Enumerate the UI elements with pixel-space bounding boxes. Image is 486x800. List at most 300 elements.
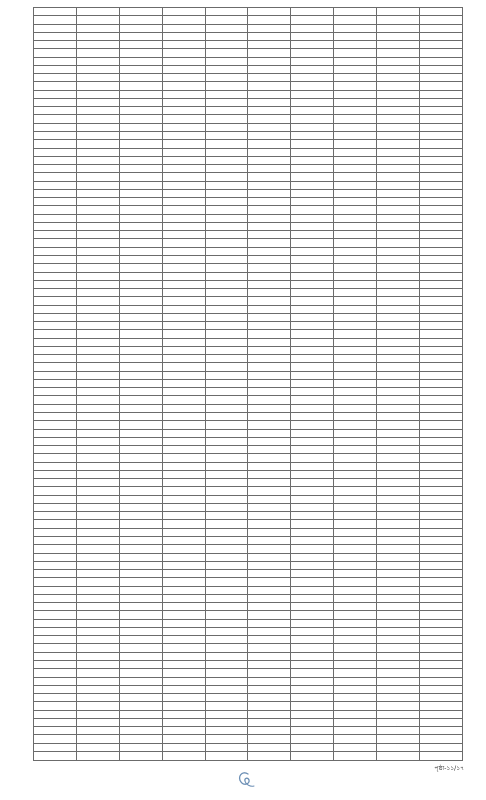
table-cell bbox=[420, 462, 463, 470]
table-cell bbox=[34, 495, 77, 503]
table-cell bbox=[248, 16, 291, 24]
table-cell bbox=[420, 222, 463, 230]
table-cell bbox=[205, 710, 248, 718]
table-cell bbox=[205, 239, 248, 247]
table-cell bbox=[334, 247, 377, 255]
table-cell bbox=[205, 694, 248, 702]
table-cell bbox=[420, 421, 463, 429]
table-row bbox=[34, 280, 463, 288]
table-cell bbox=[334, 16, 377, 24]
table-cell bbox=[76, 694, 119, 702]
table-cell bbox=[248, 189, 291, 197]
table-cell bbox=[334, 181, 377, 189]
table-cell bbox=[291, 669, 334, 677]
table-cell bbox=[248, 115, 291, 123]
table-cell bbox=[291, 644, 334, 652]
table-cell bbox=[377, 239, 420, 247]
table-cell bbox=[291, 346, 334, 354]
table-cell bbox=[34, 313, 77, 321]
table-cell bbox=[162, 537, 205, 545]
table-cell bbox=[420, 181, 463, 189]
table-cell bbox=[76, 272, 119, 280]
table-cell bbox=[248, 90, 291, 98]
table-cell bbox=[291, 446, 334, 454]
table-cell bbox=[377, 280, 420, 288]
table-cell bbox=[248, 470, 291, 478]
table-cell bbox=[76, 437, 119, 445]
table-cell bbox=[291, 586, 334, 594]
table-cell bbox=[34, 363, 77, 371]
table-cell bbox=[377, 413, 420, 421]
table-cell bbox=[34, 189, 77, 197]
table-cell bbox=[334, 313, 377, 321]
table-cell bbox=[205, 313, 248, 321]
table-cell bbox=[205, 660, 248, 668]
table-cell bbox=[205, 545, 248, 553]
table-cell bbox=[291, 305, 334, 313]
table-cell bbox=[205, 528, 248, 536]
table-cell bbox=[377, 644, 420, 652]
table-cell bbox=[162, 280, 205, 288]
table-cell bbox=[162, 272, 205, 280]
table-cell bbox=[420, 669, 463, 677]
table-cell bbox=[420, 57, 463, 65]
table-cell bbox=[162, 8, 205, 16]
table-cell bbox=[205, 338, 248, 346]
table-cell bbox=[76, 594, 119, 602]
table-cell bbox=[162, 156, 205, 164]
table-cell bbox=[334, 694, 377, 702]
table-cell bbox=[248, 206, 291, 214]
table-cell bbox=[34, 528, 77, 536]
table-row bbox=[34, 255, 463, 263]
table-cell bbox=[162, 165, 205, 173]
table-row bbox=[34, 305, 463, 313]
table-row bbox=[34, 487, 463, 495]
table-cell bbox=[76, 495, 119, 503]
table-cell bbox=[205, 520, 248, 528]
table-cell bbox=[420, 553, 463, 561]
table-cell bbox=[334, 355, 377, 363]
table-cell bbox=[162, 446, 205, 454]
table-cell bbox=[334, 685, 377, 693]
table-cell bbox=[248, 413, 291, 421]
table-cell bbox=[34, 49, 77, 57]
table-cell bbox=[377, 222, 420, 230]
table-cell bbox=[420, 156, 463, 164]
table-cell bbox=[291, 173, 334, 181]
table-cell bbox=[420, 189, 463, 197]
table-cell bbox=[377, 156, 420, 164]
table-cell bbox=[377, 355, 420, 363]
table-cell bbox=[162, 487, 205, 495]
table-cell bbox=[420, 487, 463, 495]
table-cell bbox=[34, 603, 77, 611]
table-row bbox=[34, 156, 463, 164]
table-cell bbox=[162, 98, 205, 106]
table-cell bbox=[420, 131, 463, 139]
table-cell bbox=[119, 82, 162, 90]
table-cell bbox=[248, 495, 291, 503]
table-cell bbox=[205, 115, 248, 123]
table-cell bbox=[248, 98, 291, 106]
table-cell bbox=[205, 586, 248, 594]
table-cell bbox=[377, 371, 420, 379]
table-cell bbox=[420, 743, 463, 751]
table-cell bbox=[334, 396, 377, 404]
table-cell bbox=[205, 107, 248, 115]
table-cell bbox=[334, 743, 377, 751]
table-cell bbox=[162, 379, 205, 387]
table-row bbox=[34, 222, 463, 230]
table-cell bbox=[334, 627, 377, 635]
table-cell bbox=[162, 454, 205, 462]
table-row bbox=[34, 371, 463, 379]
roll-number-sheet bbox=[33, 7, 463, 761]
table-cell bbox=[248, 388, 291, 396]
table-cell bbox=[76, 710, 119, 718]
table-cell bbox=[334, 231, 377, 239]
table-cell bbox=[291, 520, 334, 528]
table-cell bbox=[334, 470, 377, 478]
table-cell bbox=[420, 404, 463, 412]
table-cell bbox=[162, 396, 205, 404]
table-cell bbox=[420, 322, 463, 330]
table-cell bbox=[119, 702, 162, 710]
table-cell bbox=[377, 65, 420, 73]
table-cell bbox=[334, 553, 377, 561]
table-cell bbox=[291, 131, 334, 139]
table-cell bbox=[205, 404, 248, 412]
table-cell bbox=[34, 644, 77, 652]
table-cell bbox=[377, 429, 420, 437]
table-cell bbox=[162, 107, 205, 115]
table-cell bbox=[119, 495, 162, 503]
table-cell bbox=[420, 751, 463, 760]
table-cell bbox=[119, 396, 162, 404]
table-cell bbox=[76, 131, 119, 139]
table-cell bbox=[291, 322, 334, 330]
table-cell bbox=[76, 636, 119, 644]
table-cell bbox=[334, 652, 377, 660]
table-cell bbox=[420, 479, 463, 487]
table-cell bbox=[420, 289, 463, 297]
table-cell bbox=[248, 735, 291, 743]
table-cell bbox=[248, 545, 291, 553]
table-cell bbox=[291, 247, 334, 255]
table-cell bbox=[248, 65, 291, 73]
table-cell bbox=[119, 371, 162, 379]
table-cell bbox=[420, 355, 463, 363]
table-cell bbox=[291, 751, 334, 760]
table-cell bbox=[76, 239, 119, 247]
table-cell bbox=[334, 495, 377, 503]
table-cell bbox=[205, 32, 248, 40]
table-cell bbox=[377, 115, 420, 123]
table-cell bbox=[291, 289, 334, 297]
table-cell bbox=[291, 735, 334, 743]
table-cell bbox=[334, 264, 377, 272]
table-cell bbox=[420, 264, 463, 272]
table-row bbox=[34, 470, 463, 478]
table-cell bbox=[76, 545, 119, 553]
table-cell bbox=[377, 619, 420, 627]
table-cell bbox=[248, 594, 291, 602]
table-cell bbox=[291, 41, 334, 49]
table-cell bbox=[334, 751, 377, 760]
table-row bbox=[34, 561, 463, 569]
table-cell bbox=[420, 98, 463, 106]
table-cell bbox=[34, 255, 77, 263]
table-cell bbox=[205, 272, 248, 280]
table-cell bbox=[34, 735, 77, 743]
table-cell bbox=[205, 503, 248, 511]
table-cell bbox=[162, 355, 205, 363]
table-cell bbox=[205, 644, 248, 652]
table-row bbox=[34, 206, 463, 214]
table-cell bbox=[76, 379, 119, 387]
table-cell bbox=[377, 528, 420, 536]
table-cell bbox=[334, 570, 377, 578]
table-cell bbox=[34, 570, 77, 578]
table-cell bbox=[248, 379, 291, 387]
table-cell bbox=[334, 123, 377, 131]
table-cell bbox=[248, 586, 291, 594]
table-cell bbox=[76, 297, 119, 305]
table-cell bbox=[76, 198, 119, 206]
table-cell bbox=[162, 479, 205, 487]
table-cell bbox=[205, 57, 248, 65]
table-cell bbox=[377, 611, 420, 619]
table-cell bbox=[34, 743, 77, 751]
table-cell bbox=[420, 206, 463, 214]
table-cell bbox=[420, 239, 463, 247]
table-cell bbox=[119, 214, 162, 222]
table-cell bbox=[334, 379, 377, 387]
table-cell bbox=[420, 330, 463, 338]
table-cell bbox=[248, 123, 291, 131]
table-cell bbox=[377, 32, 420, 40]
table-cell bbox=[420, 74, 463, 82]
table-cell bbox=[377, 636, 420, 644]
table-cell bbox=[119, 437, 162, 445]
table-row bbox=[34, 140, 463, 148]
table-cell bbox=[162, 189, 205, 197]
table-cell bbox=[377, 148, 420, 156]
table-cell bbox=[119, 297, 162, 305]
table-cell bbox=[291, 156, 334, 164]
table-cell bbox=[291, 371, 334, 379]
table-cell bbox=[420, 727, 463, 735]
table-cell bbox=[205, 214, 248, 222]
table-row bbox=[34, 189, 463, 197]
table-cell bbox=[162, 710, 205, 718]
table-cell bbox=[162, 437, 205, 445]
table-cell bbox=[119, 49, 162, 57]
table-cell bbox=[119, 735, 162, 743]
table-cell bbox=[334, 437, 377, 445]
table-row bbox=[34, 644, 463, 652]
table-cell bbox=[334, 206, 377, 214]
table-cell bbox=[377, 8, 420, 16]
table-cell bbox=[34, 479, 77, 487]
table-cell bbox=[162, 82, 205, 90]
table-cell bbox=[119, 611, 162, 619]
table-cell bbox=[291, 264, 334, 272]
table-cell bbox=[420, 173, 463, 181]
table-cell bbox=[420, 495, 463, 503]
table-cell bbox=[248, 454, 291, 462]
table-row bbox=[34, 627, 463, 635]
table-cell bbox=[377, 322, 420, 330]
table-cell bbox=[334, 660, 377, 668]
table-cell bbox=[377, 107, 420, 115]
table-cell bbox=[119, 594, 162, 602]
table-cell bbox=[119, 173, 162, 181]
table-cell bbox=[34, 123, 77, 131]
table-cell bbox=[334, 131, 377, 139]
table-cell bbox=[291, 594, 334, 602]
table-cell bbox=[34, 669, 77, 677]
table-cell bbox=[291, 413, 334, 421]
table-cell bbox=[119, 222, 162, 230]
table-cell bbox=[205, 123, 248, 131]
table-cell bbox=[291, 297, 334, 305]
table-cell bbox=[162, 388, 205, 396]
table-cell bbox=[334, 272, 377, 280]
table-cell bbox=[334, 479, 377, 487]
table-cell bbox=[162, 131, 205, 139]
table-cell bbox=[162, 198, 205, 206]
table-cell bbox=[420, 454, 463, 462]
table-cell bbox=[334, 363, 377, 371]
table-cell bbox=[205, 479, 248, 487]
table-cell bbox=[119, 570, 162, 578]
table-cell bbox=[76, 346, 119, 354]
table-cell bbox=[377, 90, 420, 98]
table-cell bbox=[377, 82, 420, 90]
table-cell bbox=[248, 272, 291, 280]
table-cell bbox=[420, 49, 463, 57]
table-cell bbox=[420, 305, 463, 313]
table-cell bbox=[291, 107, 334, 115]
table-cell bbox=[248, 140, 291, 148]
table-cell bbox=[34, 16, 77, 24]
table-cell bbox=[162, 512, 205, 520]
table-cell bbox=[34, 470, 77, 478]
table-cell bbox=[205, 487, 248, 495]
table-cell bbox=[420, 528, 463, 536]
table-cell bbox=[377, 421, 420, 429]
table-cell bbox=[205, 636, 248, 644]
table-cell bbox=[205, 413, 248, 421]
table-cell bbox=[205, 16, 248, 24]
table-cell bbox=[334, 82, 377, 90]
table-cell bbox=[377, 272, 420, 280]
table-cell bbox=[248, 32, 291, 40]
table-cell bbox=[34, 677, 77, 685]
table-cell bbox=[162, 735, 205, 743]
table-cell bbox=[76, 74, 119, 82]
table-cell bbox=[76, 413, 119, 421]
table-cell bbox=[34, 239, 77, 247]
table-cell bbox=[119, 446, 162, 454]
table-cell bbox=[76, 702, 119, 710]
table-cell bbox=[119, 710, 162, 718]
table-cell bbox=[205, 49, 248, 57]
table-cell bbox=[34, 82, 77, 90]
table-cell bbox=[248, 280, 291, 288]
table-cell bbox=[248, 677, 291, 685]
table-cell bbox=[334, 429, 377, 437]
table-cell bbox=[119, 619, 162, 627]
table-cell bbox=[420, 247, 463, 255]
table-cell bbox=[248, 619, 291, 627]
table-cell bbox=[377, 718, 420, 726]
table-cell bbox=[76, 255, 119, 263]
table-cell bbox=[162, 578, 205, 586]
table-cell bbox=[119, 561, 162, 569]
table-cell bbox=[76, 330, 119, 338]
table-cell bbox=[162, 255, 205, 263]
table-cell bbox=[119, 32, 162, 40]
table-cell bbox=[377, 677, 420, 685]
table-row bbox=[34, 338, 463, 346]
table-cell bbox=[377, 537, 420, 545]
table-cell bbox=[119, 189, 162, 197]
table-cell bbox=[119, 660, 162, 668]
table-cell bbox=[377, 363, 420, 371]
table-cell bbox=[248, 553, 291, 561]
table-cell bbox=[119, 280, 162, 288]
table-cell bbox=[162, 214, 205, 222]
table-cell bbox=[205, 495, 248, 503]
table-cell bbox=[76, 313, 119, 321]
table-cell bbox=[334, 32, 377, 40]
table-row bbox=[34, 743, 463, 751]
table-cell bbox=[162, 330, 205, 338]
table-cell bbox=[34, 520, 77, 528]
table-cell bbox=[76, 454, 119, 462]
table-cell bbox=[34, 297, 77, 305]
table-cell bbox=[334, 735, 377, 743]
table-row bbox=[34, 24, 463, 32]
table-cell bbox=[76, 123, 119, 131]
table-cell bbox=[34, 131, 77, 139]
table-cell bbox=[291, 82, 334, 90]
table-cell bbox=[205, 346, 248, 354]
table-cell bbox=[377, 570, 420, 578]
table-cell bbox=[205, 512, 248, 520]
table-cell bbox=[291, 222, 334, 230]
table-cell bbox=[334, 413, 377, 421]
table-cell bbox=[119, 413, 162, 421]
table-cell bbox=[34, 264, 77, 272]
table-cell bbox=[420, 214, 463, 222]
table-cell bbox=[119, 363, 162, 371]
table-cell bbox=[162, 669, 205, 677]
table-cell bbox=[377, 98, 420, 106]
table-cell bbox=[119, 520, 162, 528]
table-cell bbox=[76, 528, 119, 536]
table-cell bbox=[205, 74, 248, 82]
table-row bbox=[34, 619, 463, 627]
table-cell bbox=[119, 537, 162, 545]
table-cell bbox=[248, 156, 291, 164]
table-row bbox=[34, 181, 463, 189]
table-cell bbox=[291, 503, 334, 511]
table-cell bbox=[248, 421, 291, 429]
